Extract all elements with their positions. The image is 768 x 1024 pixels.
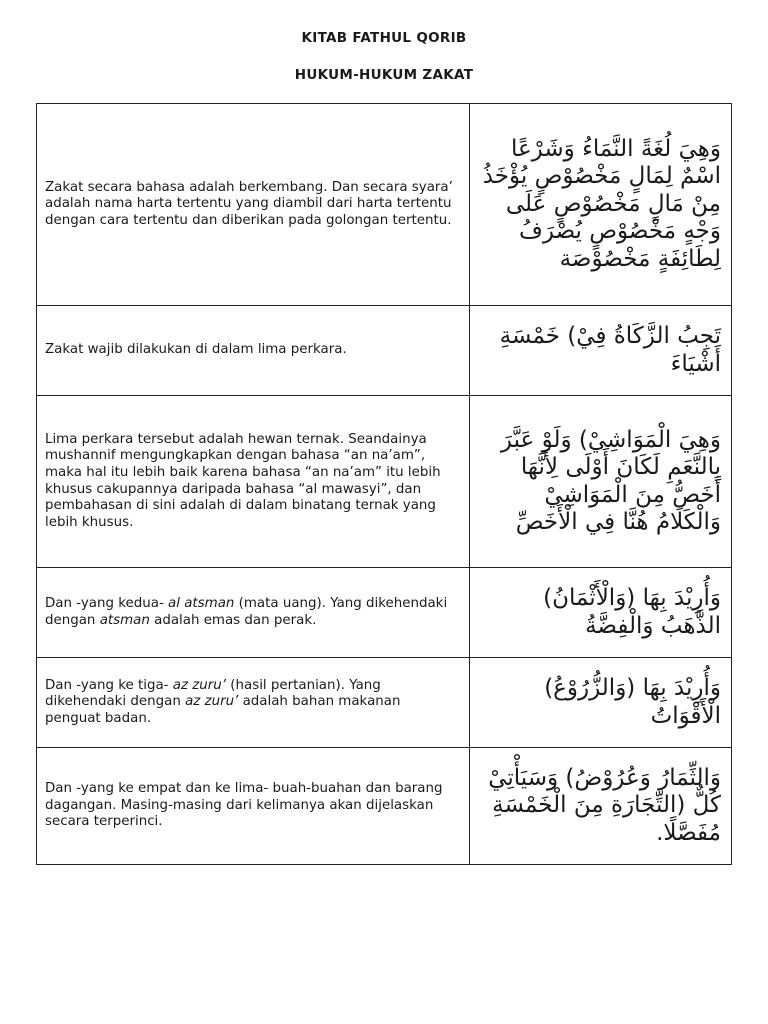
arabic-cell <box>470 104 732 305</box>
arabic-text: وَهِيَ الْمَوَاشِيْ) وَلَوْ عَبَّرَ بِالنَّعَمِ لَكَانَ أَوْلَى لِأَنَّهَا أَخَصُّ مِنَ الْمَوَاشِيْ وَالْكَلَامُ هُنَّا فِي الْأَخَصِّ <box>500 426 721 535</box>
indonesian-text: Lima perkara tersebut adalah hewan ternak. Seandainya mushannif mengungkapkan dengan bahasa “an na’am”, maka hal itu lebih baik karena bahasa “an na’am” itu lebih khusus cakupannya daripada bahasa “al mawasyi”, dan pembahasan di sini adalah di dalam binatang ternak yang lebih khusus. <box>45 431 441 530</box>
indonesian-text: Zakat secara bahasa adalah berkembang. Dan secara syara’ adalah nama harta tertentu yang diambil dari harta tertentu dengan cara tertentu dan diberikan pada golongan tertentu. <box>45 179 453 228</box>
table-row <box>37 568 732 658</box>
arabic-cell <box>470 396 732 567</box>
document-subtitle: HUKUM-HUKUM ZAKAT <box>294 67 474 83</box>
table-row <box>37 748 732 865</box>
indonesian-cell <box>37 396 470 567</box>
indonesian-cell <box>37 568 470 657</box>
arabic-cell <box>470 748 732 864</box>
arabic-cell <box>470 658 732 747</box>
indonesian-text: Zakat wajib dilakukan di dalam lima perkara. <box>45 342 347 358</box>
translation-table <box>36 103 732 865</box>
indonesian-cell <box>37 104 470 305</box>
arabic-text: وَأُرِيْدَ بِهَا (وَالزُّرُوْعُ) الْأَقْوَاتُ <box>544 675 721 729</box>
text-segment: adalah emas dan perak. <box>149 612 317 628</box>
arabic-cell <box>470 568 732 657</box>
arabic-text: وَأُرِيْدَ بِهَا (وَالْأَثْمَانُ) الذَّهَبُ وَالْفِضَّةُ <box>543 585 721 639</box>
text-segment: adalah bahan makanan penguat badan. <box>45 694 401 726</box>
document-title: KITAB FATHUL QORIB <box>301 30 467 46</box>
indonesian-text <box>45 678 459 728</box>
arabic-text: تَجِبُ الزَّكَاةُ فِيْ) خَمْسَةِ أَشْيَاءَ <box>499 323 721 377</box>
arabic-text: وَهِيَ لُغَةً النَّمَاءُ وَشَرْعًا اسْمٌ لِمَالٍ مَخْصُوْصٍ يُؤْخَذُ مِنْ مَالٍ مَخْصُوْصٍ عَلَى وَجْهٍ مَخْصُوْصٍ يُصْرَفُ لِطَائِفَةٍ مَخْصُوْصَة <box>482 135 721 272</box>
indonesian-cell <box>37 748 470 864</box>
italic-term: atsman <box>99 612 150 628</box>
indonesian-cell <box>37 306 470 395</box>
table-row <box>37 658 732 748</box>
text-segment: Dan -yang ke tiga- <box>45 677 173 693</box>
table-row <box>37 396 732 568</box>
table-row <box>37 104 732 306</box>
text-segment: Dan -yang kedua- <box>45 595 169 611</box>
italic-term: az zuru’ <box>185 694 239 710</box>
table-row <box>37 306 732 396</box>
indonesian-cell <box>37 658 470 747</box>
text-segment: (mata uang). Yang dikehendaki dengan <box>45 595 448 628</box>
italic-term: al atsman <box>168 595 235 611</box>
indonesian-text <box>45 596 459 629</box>
arabic-cell <box>470 306 732 395</box>
arabic-text: وَالثِّمَارُ وَعُرُوْضُ) وَسَيَأْتِيْ كُلٌّ (التِّجَارَةِ مِنَ الْخَمْسَةِ مُفَصَّلًا. <box>488 764 721 846</box>
text-segment: (hasil pertanian). Yang dikehendaki dengan <box>45 677 381 710</box>
indonesian-text: Dan -yang ke empat dan ke lima- buah-buahan dan barang dagangan. Masing-masing dari kelimanya akan dijelaskan secara terperinci. <box>45 781 443 830</box>
italic-term: az zuru’ <box>172 677 227 693</box>
